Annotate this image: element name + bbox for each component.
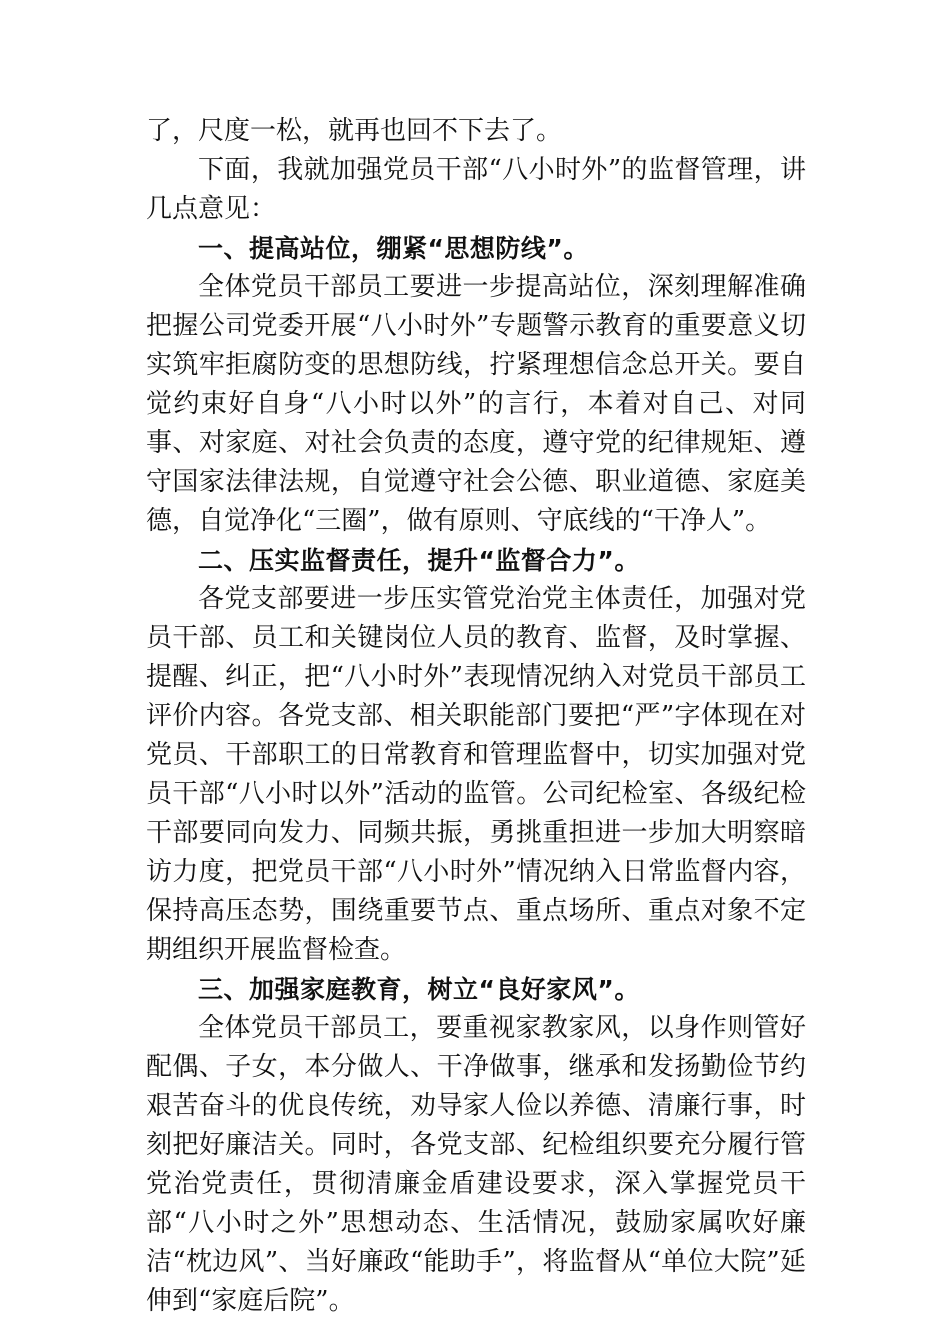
section-heading-3: 三、加强家庭教育，树立“良好家风”。	[198, 975, 640, 1004]
paragraph-intro: 下面，我就加强党员干部“八小时外”的监督管理，讲几点意见：	[146, 155, 806, 224]
paragraph-section-3: 全体党员干部员工，要重视家教家风，以身作则管好配偶、子女，本分做人、干净做事，继承和发扬勤俭节约艰苦奋斗的优良传统，劝导家人俭以养德、清廉行事，时刻把好廉洁关。同时，各党支部、纪检组织要充分履行管党治党责任，贯彻清廉金盾建设要求，深入掌握党员干部“八小时之外”思想动态、生活情况，鼓励家属吹好廉洁“枕边风”、当好廉政“能助手”，将监督从“单位大院”延伸到“家庭后院”。	[146, 1013, 806, 1316]
paragraph-continuation: 了，尺度一松，就再也回不下去了。	[146, 116, 563, 146]
section-heading-1: 一、提高站位，绷紧“思想防线”。	[198, 234, 589, 263]
section-heading-2: 二、压实监督责任，提升“监督合力”。	[198, 546, 640, 575]
paragraph-section-2: 各党支部要进一步压实管党治党主体责任，加强对党员干部、员工和关键岗位人员的教育、监督，及时掌握、提醒、纠正，把“八小时外”表现情况纳入对党员干部员工评价内容。各党支部、相关职能部门要把“严”字体现在对党员、干部职工的日常教育和管理监督中，切实加强对党员干部“八小时以外”活动的监管。公司纪检室、各级纪检干部要同向发力、同频共振，勇挑重担进一步加大明察暗访力度，把党员干部“八小时外”情况纳入日常监督内容，保持高压态势，围绕重要节点、重点场所、重点对象不定期组织开展监督检查。	[146, 584, 806, 965]
paragraph-section-1: 全体党员干部员工要进一步提高站位，深刻理解准确把握公司党委开展“八小时外”专题警示教育的重要意义切实筑牢拒腐防变的思想防线，拧紧理想信念总开关。要自觉约束好自身“八小时以外”的言行，本着对自己、对同事、对家庭、对社会负责的态度，遵守党的纪律规矩、遵守国家法律法规，自觉遵守社会公德、职业道德、家庭美德，自觉净化“三圈”，做有原则、守底线的“干净人”。	[146, 272, 806, 536]
document-page	[146, 112, 806, 1321]
